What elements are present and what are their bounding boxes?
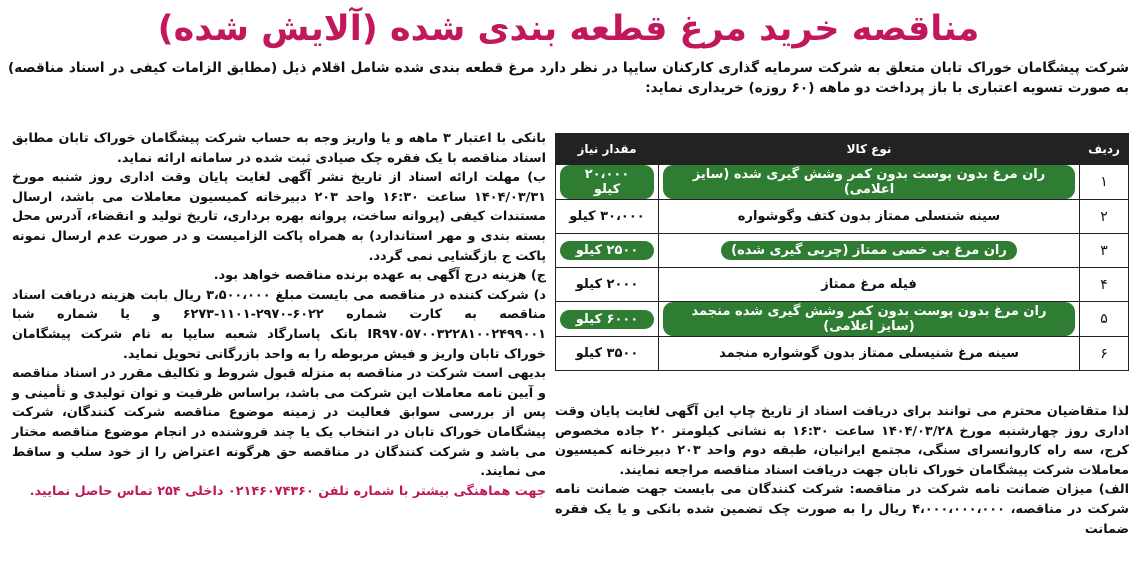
row-number: ۳ bbox=[1080, 234, 1129, 268]
item-quantity: ۲۰۰۰ کیلو bbox=[575, 277, 639, 292]
row-number: ۴ bbox=[1080, 268, 1129, 302]
item-name: سینه شنسلی ممتاز بدون کتف وگوشواره bbox=[737, 209, 1001, 224]
item-quantity: ۳۰،۰۰۰ کیلو bbox=[569, 209, 645, 224]
item-quantity: ۲۵۰۰ کیلو bbox=[560, 241, 654, 260]
item-quantity: ۳۵۰۰ کیلو bbox=[575, 346, 639, 361]
guarantee-paragraph: الف) میزان ضمانت نامه شرکت در مناقصه: شرکت کنندگان می بایست جهت ضمانت نامه شرکت در مناقصه، ۴،۰۰۰،۰۰۰،۰۰۰ ریال را به صورت چک تضمین شده بانکی و یا یک فقره ضمانت bbox=[555, 482, 1129, 537]
table-row bbox=[556, 234, 1129, 268]
document-fee-paragraph: د) شرکت کننده در مناقصه می بایست مبلغ ۳،۵۰۰،۰۰۰ ریال بابت هزینه دریافت اسناد مناقصه به کارت شماره ۶۰۲۲-۲۹۷۰-۱۱۰۱-۶۲۷۳ و یا شماره شبا IR۹۷۰۵۷۰۰۳۲۲۸۱۰۰۲۴۹۹۰۰۱ بانک پاسارگاد شعبه سایپا به نام شرکت پیشگامان خوراک تابان واریز و فیش مربوطه را به واحد بازرگانی تحویل نماید. bbox=[12, 287, 546, 362]
item-quantity: ۲۰،۰۰۰ کیلو bbox=[560, 165, 654, 199]
row-number: ۱ bbox=[1080, 165, 1129, 200]
table-row bbox=[556, 165, 1129, 200]
header-item-type: نوع کالا bbox=[659, 134, 1080, 165]
guarantee-continued-paragraph: بانکی با اعتبار ۳ ماهه و یا واریز وجه به حساب شرکت پیشگامان خوراک تابان مطابق اسناد مناقصه با یک فقره چک صیادی ثبت شده در سامانه ارائه نماید. bbox=[12, 131, 546, 166]
header-quantity: مقدار نیاز bbox=[556, 134, 659, 165]
row-number: ۲ bbox=[1080, 200, 1129, 234]
item-name: ران مرغ بدون پوست بدون کمر وشش گیری شده (سایز اعلامی) bbox=[663, 165, 1075, 199]
row-number: ۵ bbox=[1080, 302, 1129, 337]
documents-section bbox=[555, 402, 1129, 539]
row-number: ۶ bbox=[1080, 337, 1129, 371]
table-row bbox=[556, 200, 1129, 234]
items-table bbox=[555, 133, 1129, 371]
table-header-row bbox=[556, 134, 1129, 165]
table-row bbox=[556, 302, 1129, 337]
documents-paragraph: لذا متقاضیان محترم می توانند برای دریافت اسناد از تاریخ چاپ این آگهی لغایت پایان وقت اداری روز چهارشنبه مورخ ۱۴۰۴/۰۳/۲۸ ساعت ۱۶:۳۰ به نشانی کیلومتر ۲۰ جاده مخصوص کرج، سه راه کاروانسرای سنگی، مجتمع ایرانیان، طبقه دوم واحد ۲۰۳ دبیرخانه کمیسیون معاملات شرکت پیشگامان خوراک تابان جهت دریافت اسناد مناقصه مراجعه نمایند. bbox=[555, 404, 1129, 478]
item-name: سینه مرغ شنیسلی ممتاز بدون گوشواره منجمد bbox=[719, 346, 1019, 361]
header-row-number: ردیف bbox=[1080, 134, 1129, 165]
table-row bbox=[556, 337, 1129, 371]
terms-paragraph: بدیهی است شرکت در مناقصه به منزله قبول شروط و تکالیف مقرر در اسناد مناقصه و آیین نامه معاملات این شرکت می باشد، براساس ظرفیت و توان تولیدی و تأمینی و پس از بررسی سوابق فعالیت در زمینه موضوع مناقصه شرکت کنندگان، شرکت پیشگامان خوراک تابان در انتخاب یک یا چند فروشنده در انجام موضوع مناقصه مختار می باشد و شرکت کنندگان در مناقصه حق هرگونه اعتراض را از خود سلب و ساقط می نمایند. bbox=[12, 366, 546, 480]
item-name: ران مرغ بدون پوست بدون کمر وشش گیری شده منجمد (سایز اعلامی) bbox=[663, 302, 1075, 336]
notice-title: مناقصه خرید مرغ قطعه بندی شده (آلایش شده) bbox=[157, 9, 980, 49]
contact-line: جهت هماهنگی بیشتر با شماره تلفن ۰۲۱۴۶۰۷۴۳۶۰ داخلی ۲۵۴ تماس حاصل نمایید. bbox=[29, 483, 546, 499]
item-name: فیله مرغ ممتاز bbox=[821, 277, 917, 292]
table-row bbox=[556, 268, 1129, 302]
intro-paragraph: شرکت پیشگامان خوراک تابان متعلق به شرکت سرمایه گذاری کارکنان سایپا در نظر دارد مرغ قطعه بندی شده شامل اقلام ذیل (مطابق الزامات کیفی در اسناد مناقصه) به صورت تسویه اعتباری با باز پرداخت دو ماهه (۶۰ روزه) خریداری نماید: bbox=[8, 60, 1129, 96]
item-name: ران مرغ بی خصی ممتاز (چربی گیری شده) bbox=[721, 241, 1017, 260]
deadline-paragraph: ب) مهلت ارائه اسناد از تاریخ نشر آگهی لغایت پایان وقت اداری روز شنبه مورخ ۱۴۰۴/۰۳/۳۱ ساعت ۱۶:۳۰ واحد ۲۰۳ دبیرخانه کمیسیون معاملات می باشد، ارسال مستندات کیفی (پروانه ساخت، پروانه بهره برداری، تاریخ تولید و انقضاء، آدرس محل بسته بندی و مهر استاندارد) به همراه پاکت الزامیست و در صورت عدم ارسال نمونه پاکت ج بازگشایی نمی گردد. bbox=[12, 170, 546, 264]
ad-cost-paragraph: ج) هزینه درج آگهی به عهده برنده مناقصه خواهد بود. bbox=[213, 268, 546, 284]
item-quantity: ۶۰۰۰ کیلو bbox=[560, 310, 654, 329]
conditions-section bbox=[12, 129, 546, 501]
